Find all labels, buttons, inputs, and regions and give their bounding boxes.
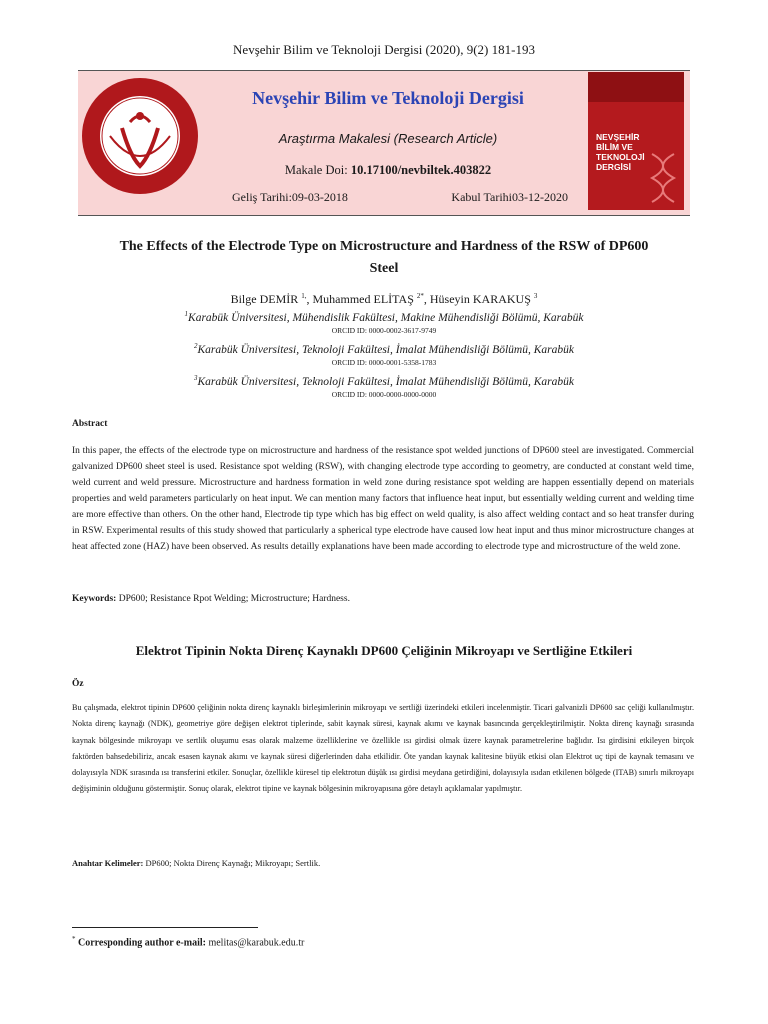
affiliation-3-text: Karabük Üniversitesi, Teknoloji Fakültesi, İmalat Mühendisliği Bölümü, Karabük: [197, 375, 574, 388]
footnote: [72, 935, 304, 948]
oz-heading: Öz: [72, 679, 84, 689]
orcid-2: ORCID ID: 0000-0001-5358-1783: [331, 358, 437, 367]
turkish-keywords-label: Anahtar Kelimeler:: [72, 858, 144, 868]
orcid-3: ORCID ID: 0000-0000-0000-0000: [331, 390, 437, 399]
corresponding-email[interactable]: melitas@karabuk.edu.tr: [205, 937, 305, 949]
dna-icon: [646, 152, 680, 204]
university-logo: [80, 76, 200, 196]
doi-line: [200, 163, 576, 178]
abstract-text: In this paper, the effects of the electrode type on microstructure and hardness of the resistance spot welded junctions of DP600 steel are investigated. Commercial galvanized DP600 sheet steel is used. Resistance spot welding (RSW), with changing electrode type according to geometry, are conducted at constant weld time, weld current and weld pressure. Microstructure and hardness formation in weld zone during resistance spot welding are happen essentially depend on materials properties and weld parameters particularly on heat input. We can mention many factors that influence heat input, but essentially welding current and welding time are more effective than others. On the other hand, Electrode tip type which has big effect on weld quality, is also affect welding contact and so heat transfer during in RSW. Experimental results of this study showed that particularly a spherical type electrode have caused low heat input and thus minor microstructure changes at heat affected zone (HAZ) have been observed. As results detailly explanations have been made according to electrode type and microstructure of the weld zone.: [72, 446, 694, 552]
dates-row: [232, 190, 568, 205]
author-1: Bilge DEMİR: [230, 292, 302, 306]
affiliation-1-sup: 1: [184, 310, 189, 318]
author-1-sup: 1,: [301, 292, 307, 300]
footnote-sup: *: [72, 935, 76, 943]
turkish-keywords-value: DP600; Nokta Direnç Kaynağı; Mikroyapı; Sertlik.: [143, 858, 321, 868]
journal-name: Nevşehir Bilim ve Teknoloji Dergisi: [252, 88, 524, 108]
keywords-value: DP600; Resistance Rpot Welding; Microstructure; Hardness.: [116, 594, 350, 604]
paper-title-line2: Steel: [369, 261, 399, 276]
affiliation-3-sup: 3: [194, 374, 198, 382]
affiliation-2-text: Karabük Üniversitesi, Teknoloji Fakültesi, İmalat Mühendisliği Bölümü, Karabük: [197, 343, 574, 356]
accepted-date: Kabul Tarihi03-12-2020: [451, 190, 568, 204]
doi-value[interactable]: 10.17100/nevbiltek.403822: [350, 163, 492, 177]
received-date: Geliş Tarihi:09-03-2018: [232, 190, 348, 204]
oz-text: Bu çalışmada, elektrot tipinin DP600 çeliğinin nokta direnç kaynaklı birleşimlerinin mikroyapı ve sertliği üzerindeki etkileri incelenmiştir. Ticari galvanizli DP600 sac çeliği kullanılmıştır. Nokta direnç kaynağı (NDK), geometriye göre değişen elektrot tiplerinde, sabit kaynak süresi, kaynak akımı ve kaynak basıncında gerçekleştirilmiştir. Nokta direnç kaynağı sırasında kaynak bölgesinde mikroyapı ve sertlik oluşumu esas olarak malzeme özelliklerine ve özellikle ısı girdisi olmak üzere kaynak parametrelerine bağlıdır. Isı girdisini etkileyen birçok faktörden bahsedebiliriz, ancak esasen kaynak akımı ve kaynak süresi diğerlerinden daha etkilidir. Öte yandan kaynak kalitesine büyük etkisi olan Elektrot uç tipi de kaynak temasını ve dolayısıyla NDK sırasında ısı transferini etkiler. Sonuçlar, özellikle küresel tip elektrotun düşük ısı girdisi meydana getirdiğini, dolayısıyla ısıdan etkilenen bölgede (ITAB) sınırlı mikroyapı değişiminin olduğunu göstermiştir. Sonuç olarak, elektrot tipine ve kaynak bölgesinin mikroyapısına göre detaylı açıklamalar yapılmıştır.: [72, 703, 694, 794]
affiliation-3: [80, 374, 688, 388]
footnote-label: Corresponding author e-mail:: [75, 937, 206, 949]
paper-title: [80, 236, 688, 280]
doi-label: Makale Doi:: [284, 163, 351, 177]
affiliation-1-text: Karabük Üniversitesi, Mühendislik Fakültesi, Makine Mühendisliği Bölümü, Karabük: [188, 311, 584, 324]
author-3-sup: 3: [533, 292, 538, 300]
turkish-title: Elektrot Tipinin Nokta Direnç Kaynaklı DP600 Çeliğinin Mikroyapı ve Sertliğine Etkileri: [135, 643, 633, 658]
author-2: , Muhammed ELİTAŞ: [306, 292, 417, 306]
article-type: Araştırma Makalesi (Research Article): [278, 131, 498, 146]
turkish-keywords-line: [72, 855, 694, 871]
keywords-line: [72, 591, 694, 607]
affiliation-2: [80, 342, 688, 356]
journal-cover-image: [588, 72, 684, 210]
affiliation-1: [80, 310, 688, 324]
authors-line: [80, 292, 688, 307]
running-header: Nevşehir Bilim ve Teknoloji Dergisi (2020), 9(2) 181-193: [233, 42, 535, 57]
author-3: , Hüseyin KARAKUŞ: [423, 292, 534, 306]
paper-title-line1: The Effects of the Electrode Type on Microstructure and Hardness of the RSW of DP600: [119, 239, 649, 254]
cover-header-band: [588, 72, 684, 102]
cover-title: NEVŞEHİR BİLİM VE TEKNOLOJİ DERGİSİ: [596, 132, 645, 172]
affiliation-2-sup: 2: [194, 342, 198, 350]
keywords-label: Keywords:: [72, 594, 117, 604]
footnote-rule: [72, 927, 258, 928]
orcid-1: ORCID ID: 0000-0002-3617-9749: [331, 326, 437, 335]
author-2-sup: 2*: [416, 292, 424, 300]
abstract-heading: Abstract: [72, 419, 108, 429]
